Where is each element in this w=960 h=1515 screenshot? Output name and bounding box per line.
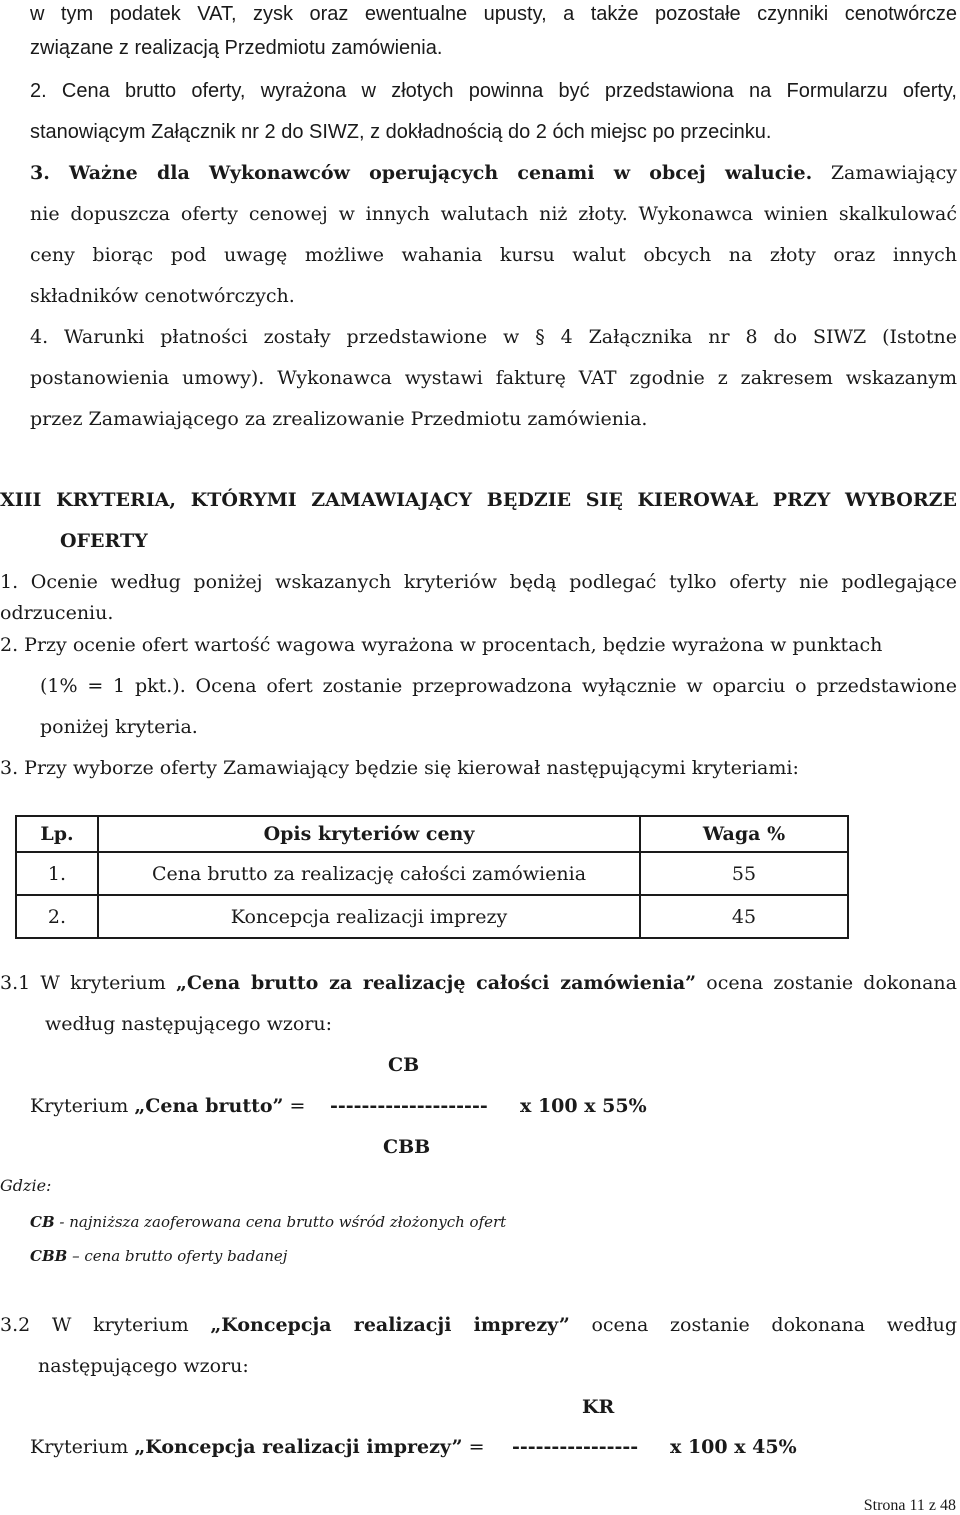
definition: CBB – cena brutto oferty badanej	[30, 1247, 288, 1265]
formula-numerator: KR	[582, 1396, 615, 1418]
table-cell: Cena brutto za realizację całości zamówienia	[98, 852, 640, 895]
text-line: następującego wzoru:	[38, 1355, 249, 1377]
text-line: w tym podatek VAT, zysk oraz ewentualne upusty, a także pozostałe czynniki cenotwórcze	[30, 3, 957, 25]
section-heading: XIII KRYTERIA, KTÓRYMI ZAMAWIAJĄCY BĘDZIE SIĘ KIEROWAŁ PRZY WYBORZE	[0, 489, 957, 511]
formula-multiplier: x 100 x 55%	[520, 1095, 647, 1117]
text-line: 3. Przy wyborze oferty Zamawiający będzie się kierował następującymi kryteriami:	[0, 757, 799, 779]
table-header: Lp.	[16, 816, 98, 852]
text-line: nie dopuszcza oferty cenowej w innych walutach niż złoty. Wykonawca winien skalkulować	[30, 203, 957, 225]
formula-dashes: ----------------	[512, 1436, 639, 1458]
text-line: odrzuceniu.	[0, 602, 114, 624]
table-header: Opis kryteriów ceny	[98, 816, 640, 852]
text-line: 1. Ocenie według poniżej wskazanych kryteriów będą podlegać tylko oferty nie podlegające	[0, 571, 957, 593]
table-row	[16, 852, 848, 895]
formula-line: Kryterium „Cena brutto” =	[30, 1095, 306, 1117]
text-line	[30, 160, 957, 186]
table-row	[16, 895, 848, 938]
table-header: Waga %	[640, 816, 848, 852]
where-label: Gdzie:	[0, 1176, 52, 1195]
emphasis: 3. Ważne dla Wykonawców operujących cenami w obcej walucie.	[30, 162, 813, 184]
text-line: związane z realizacją Przedmiotu zamówienia.	[30, 37, 443, 59]
formula-numerator: CB	[388, 1054, 420, 1076]
table-cell: 55	[640, 852, 848, 895]
formula-denominator: CBB	[383, 1136, 431, 1158]
formula-multiplier: x 100 x 45%	[670, 1436, 797, 1458]
text-line: według następującego wzoru:	[45, 1013, 333, 1035]
text-line: 3.1 W kryterium „Cena brutto za realizację całości zamówienia” ocena zostanie dokonana	[0, 972, 957, 994]
text-line: poniżej kryteria.	[40, 716, 198, 738]
page-number: Strona 11 z 48	[863, 1497, 956, 1514]
text-line: stanowiącym Załącznik nr 2 do SIWZ, z dokładnością do 2 óch miejsc po przecinku.	[30, 121, 772, 143]
text-line: (1% = 1 pkt.). Ocena ofert zostanie przeprowadzona wyłącznie w oparciu o przedstawione	[40, 675, 957, 697]
table-cell: 2.	[16, 895, 98, 938]
table-header-row	[16, 816, 848, 852]
text-line: składników cenotwórczych.	[30, 285, 295, 307]
definition: CB - najniższa zaoferowana cena brutto wśród złożonych ofert	[30, 1213, 507, 1231]
text-line: 2. Cena brutto oferty, wyrażona w złotych powinna być przedstawiona na Formularzu oferty,	[30, 80, 957, 102]
text-line: 4. Warunki płatności zostały przedstawione w § 4 Załącznika nr 8 do SIWZ (Istotne	[30, 326, 957, 348]
text-line: 2. Przy ocenie ofert wartość wagowa wyrażona w procentach, będzie wyrażona w punktach	[0, 634, 883, 656]
table-cell: Koncepcja realizacji imprezy	[98, 895, 640, 938]
text-line: 3.2 W kryterium „Koncepcja realizacji imprezy” ocena zostanie dokonana według	[0, 1314, 957, 1336]
text-line: przez Zamawiającego za zrealizowanie Przedmiotu zamówienia.	[30, 408, 648, 430]
criteria-table	[15, 815, 849, 939]
table-cell: 45	[640, 895, 848, 938]
text-line: postanowienia umowy). Wykonawca wystawi fakturę VAT zgodnie z zakresem wskazanym	[30, 367, 957, 389]
formula-dashes: --------------------	[330, 1095, 488, 1117]
section-heading: OFERTY	[60, 530, 148, 552]
table-cell: 1.	[16, 852, 98, 895]
text-line: ceny biorąc pod uwagę możliwe wahania kursu walut obcych na złoty oraz innych	[30, 244, 957, 266]
text-span: Zamawiający	[812, 162, 957, 184]
formula-line: Kryterium „Koncepcja realizacji imprezy” =	[30, 1436, 485, 1458]
